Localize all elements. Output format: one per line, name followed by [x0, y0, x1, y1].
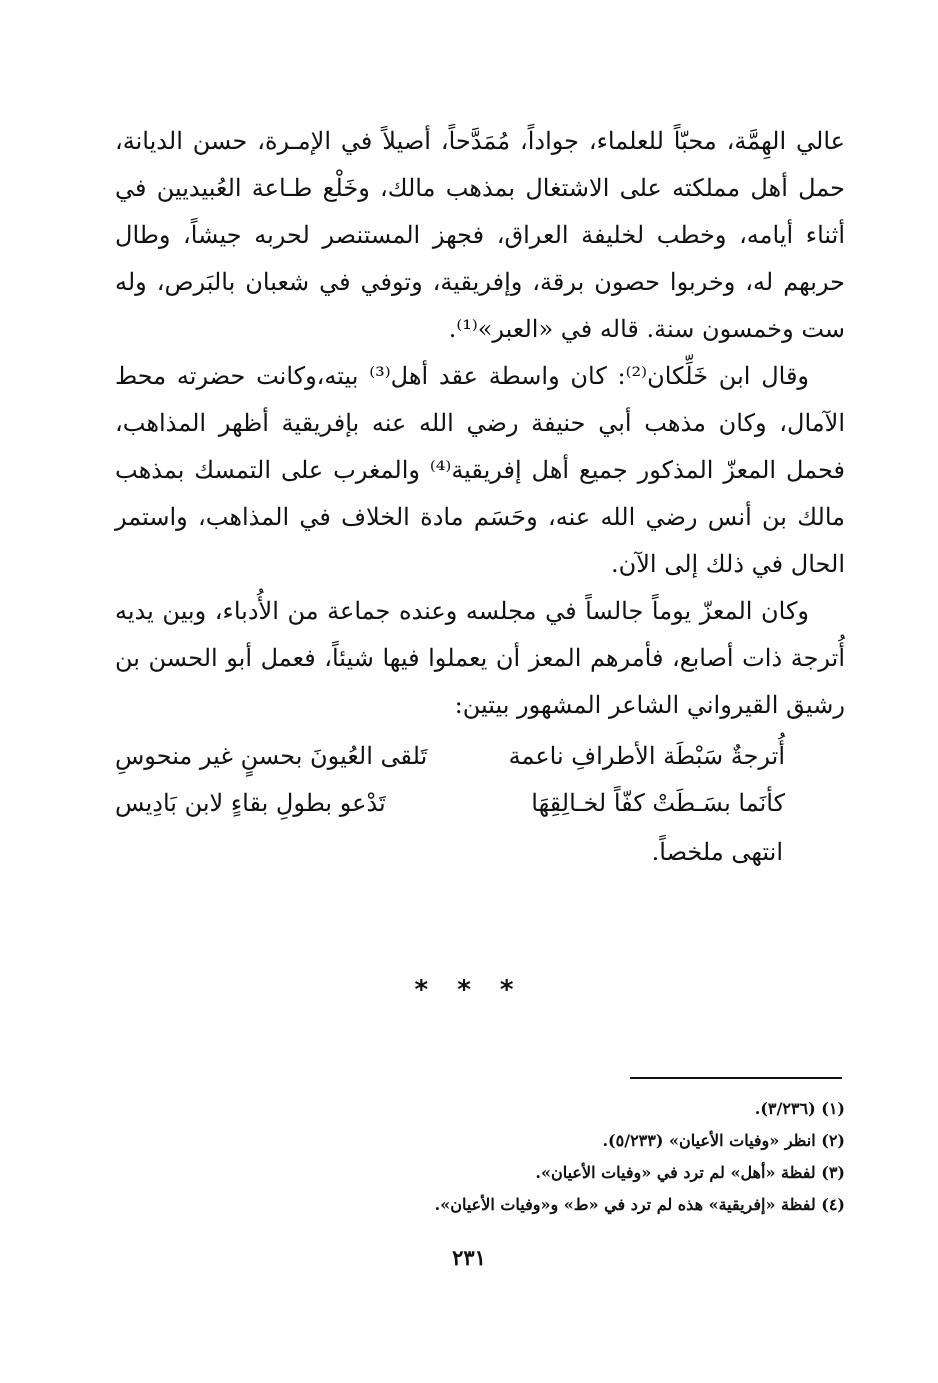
footnote-1: (١) (٣/٢٣٦).: [754, 1099, 845, 1118]
footnote-4: (٤) لفظة «إفريقية» هذه لم ترد في «ط» و«وفيات الأعيان».: [434, 1195, 845, 1214]
verse-2-first-hemistich: كأنَما بسَـطَتْ كفّاً لخـالِقِهَا: [531, 789, 785, 817]
page-number: ٢٣١: [452, 1245, 486, 1270]
closing-note: انتهى ملخصاً.: [651, 838, 783, 866]
footnotes: [115, 1093, 845, 1221]
footnote-3: (٣) لفظة «أهل» لم ترد في «وفيات الأعيان».: [535, 1163, 845, 1182]
verse-1-second-hemistich: تَلقى العُيونَ بحسنٍ غير منحوسِ: [115, 742, 428, 770]
main-text: [115, 118, 845, 876]
section-separator: * * *: [414, 975, 524, 1005]
poem-verse-2: [115, 780, 785, 827]
poem-verse-1: [115, 733, 785, 780]
footnote-2: (٢) انظر «وفيات الأعيان» (٥/٢٣٣).: [602, 1131, 845, 1150]
paragraph-2: وقال ابن خَلِّكان⁽²⁾: كان واسطة عقد أهل⁽³⁾ بيته،وكانت حضرته محط الآمال، وكان مذهب أبي حنيفة رضي الله عنه بإفريقية أظهر المذاهب، فحمل المعزّ المذكور جميع أهل إفريقية⁽⁴⁾ والمغرب على التمسك بمذهب مالك بن أنس رضي الله عنه، وحَسَم مادة الخلاف في المذاهب، واستمر الحال في ذلك إلى الآن.: [115, 362, 845, 578]
paragraph-3: وكان المعزّ يوماً جالساً في مجلسه وعنده جماعة من الأُدباء، وبين يديه أُترجة ذات أصابع، فأمرهم المعز أن يعملوا فيها شيئاً، فعمل أبو الحسن بن رشيق القيرواني الشاعر المشهور بيتين:: [115, 597, 845, 719]
poem: [115, 733, 785, 827]
verse-2-second-hemistich: تَدْعو بطولِ بقاءٍ لابن بَادِيس: [115, 789, 386, 817]
footnote-divider: [630, 1077, 842, 1079]
paragraph-1: عالي الهِمَّة، محبّاً للعلماء، جواداً، مُمَدَّحاً، أصيلاً في الإمـرة، حسن الديانة، حمل أهل مملكته على الاشتغال بمذهب مالك، وخَلْع طـاعة العُبيديين في أثناء أيامه، وخطب لخليفة العراق، فجهز المستنصر لحربه جيشاً، وطال حربهم له، وخربوا حصون برقة، وإفريقية، وتوفي في شعبان بالبَرص، وله ست وخمسون سنة. قاله في «العبر»⁽¹⁾.: [115, 127, 845, 343]
verse-1-first-hemistich: أُترجةٌ سَبْطَة الأطرافِ ناعمة: [508, 742, 785, 770]
